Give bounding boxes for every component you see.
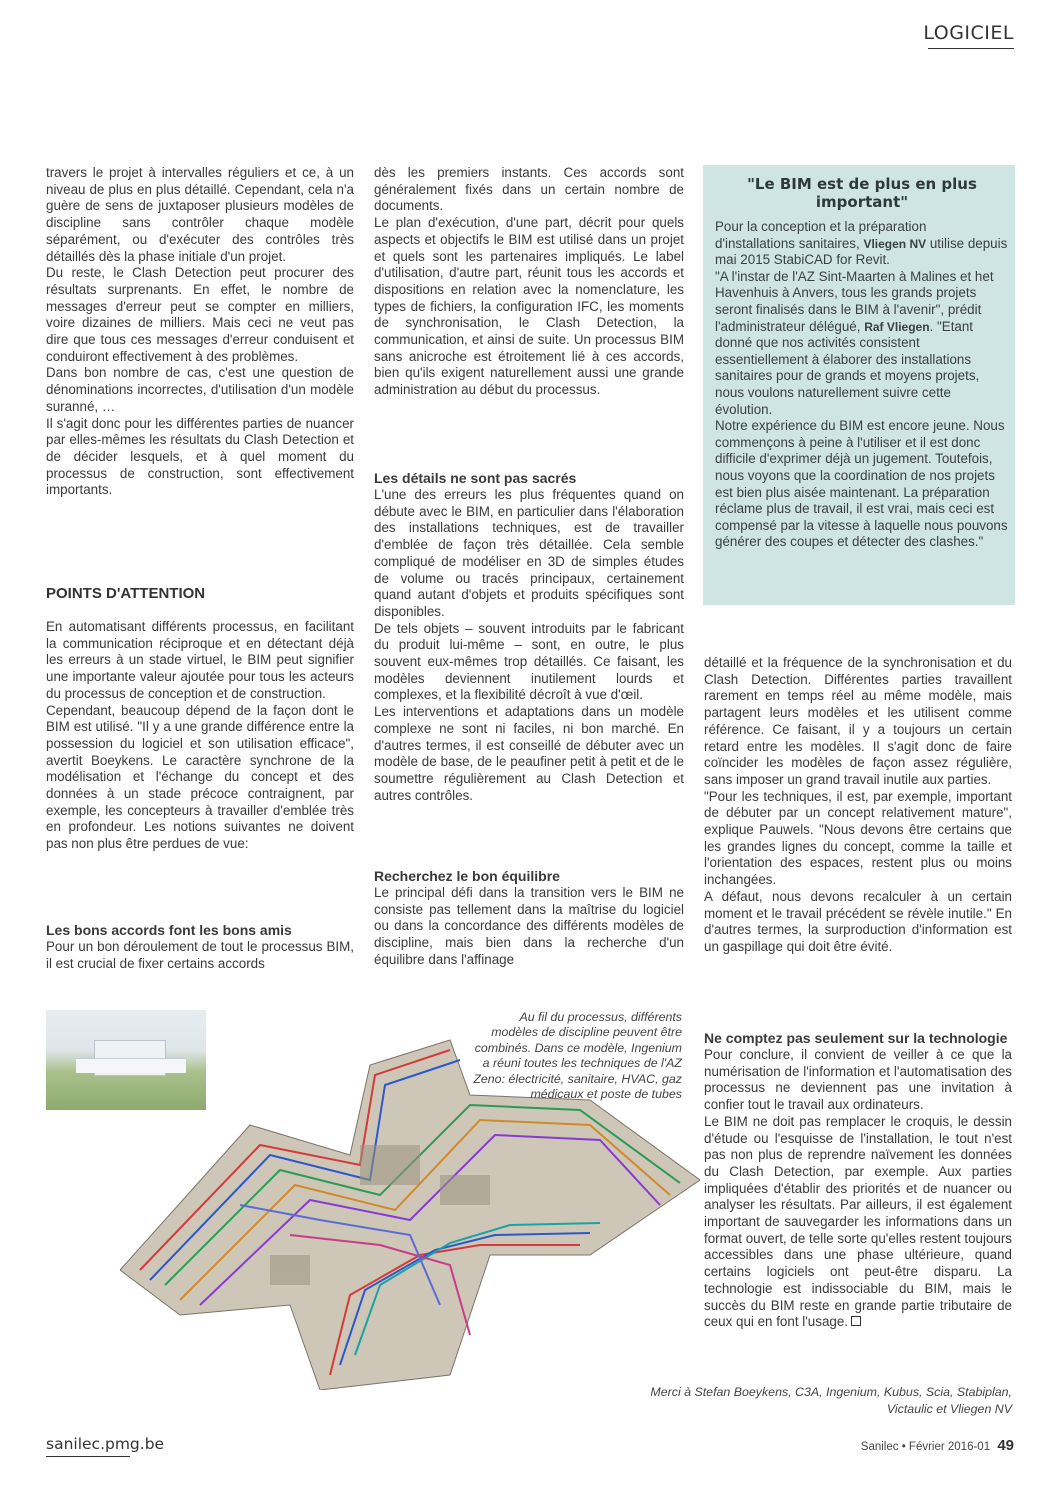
column-3-top	[704, 655, 1012, 956]
company-name: Vliegen NV	[863, 236, 927, 251]
paragraph: travers le projet à intervalles réguliers et ce, à un niveau de plus en plus détaillé. Cependant, cela n'a guère de sens de juxtaposer plusieurs modèles de discipline sans contrôler chaque modèle séparément, ou d'exécuter des contrôles très détaillés dès la phase initiale d'un projet.	[46, 165, 354, 264]
column-1-middle	[46, 585, 354, 853]
heading-technologie: Ne comptez pas seulement sur la technologie	[704, 1030, 1008, 1046]
heading-equilibre: Recherchez le bon équilibre	[374, 868, 560, 884]
sidebar-paragraph: "A l'instar de l'AZ Sint-Maarten à Malines et het Havenhuis à Anvers, tous les grands projets seront finalisés dans le BIM à l'avenir", prédit l'administrateur délégué, Raf Vliegen. "Etant donné que nos activités consistent essentiellement à élaborer des installations sanitaires pour de grands et moyens projets, nous voulons naturellement suivre cette évolution.	[715, 268, 994, 417]
issue-label: Sanilec • Février 2016-01	[860, 1441, 991, 1453]
paragraph: Dans bon nombre de cas, c'est une question de dénominations incorrectes, d'utilisation d'un modèle suranné, …	[46, 365, 354, 414]
figure-caption: Au fil du processus, différents modèles de discipline peuvent être combinés. Dans ce modèle, Ingenium a réuni toutes les techniques de l'AZ Zeno: électricité, sanitaire, HVAC, gaz médicaux et poste de tubes	[473, 1010, 682, 1102]
page-number: 49	[997, 1437, 1014, 1454]
paragraph: Il s'agit donc pour les différentes parties de nuancer par elles-mêmes les résultats du Clash Detection et de décider lesquels, et à quel moment du processus de construction, sont effectivement importants.	[46, 415, 354, 498]
paragraph: Le BIM ne doit pas remplacer le croquis, le dessin d'étude ou l'esquisse de l'installation, le tout n'est pas non plus de reprendre naïvement les données du Clash Detection, par exemple. Aux parties impliquées d'établir des priorités et de nuancer ou analyser les résultats. Par ailleurs, il est également important de sauvegarder les informations dans un format ouvert, de telle sorte qu'elles restent toujours accessibles dans une phase ultérieure, quand certains logiciels ont peut-être disparu. La technologie est indissociable du BIM, mais le succès du BIM reste en grande partie tributaire de ceux qui en font l'usage.	[704, 1113, 1012, 1330]
footer-issue	[861, 1437, 1014, 1454]
sidebar-title: "Le BIM est de plus en plus important"	[747, 175, 977, 211]
column-1-bottom	[46, 922, 354, 972]
column-1-top	[46, 165, 354, 499]
end-mark-icon	[851, 1316, 861, 1326]
section-underline	[928, 48, 1014, 49]
paragraph: Cependant, beaucoup dépend de la façon dont le BIM est utilisé. "Il y a une grande différence entre la possession du logiciel et son utilisation efficace", avertit Boeykens. Le caractère synchrone de la modélisation et l'échange du concept et des données à un stade précoce contraignent, par exemple, les concepteurs à travailler d'emblée très en profondeur. Les notions suivantes ne doivent pas non plus être perdues de vue:	[46, 702, 354, 852]
paragraph: De tels objets – souvent introduits par le fabricant du produit lui-même – sont, en outre, le plus souvent eux-mêmes trop détaillés. Ce faisant, les modèles deviennent inutilement lourds et complexes, et la flexibilité décroît à vue d'œil.	[374, 620, 684, 703]
paragraph: Du reste, le Clash Detection peut procurer des résultats surprenants. En effet, le nombre de messages d'erreur peut se compter en milliers, voire dizaines de milliers. Mais ceci ne veut pas dire que tous ces messages d'erreur conduisent et conduiront effectivement à des problèmes.	[46, 265, 354, 364]
paragraph: détaillé et la fréquence de la synchronisation et du Clash Detection. Différentes parties travaillent rarement en temps réel au même modèle, mais partagent leurs modèles et les utilisent comme référence. Ce faisant, il y a toujours un certain retard entre les modèles. Il s'agit donc de faire coïncider les modèles de façon assez régulière, sans imposer un grand travail inutile aux parties.	[704, 655, 1012, 787]
column-2-bottom	[374, 868, 684, 969]
heading-details: Les détails ne sont pas sacrés	[374, 470, 577, 486]
paragraph: L'une des erreurs les plus fréquentes quand on débute avec le BIM, en particulier dans l'élaboration des installations techniques, est de travailler d'emblée de façon très détaillée. Cela semble compliqué de modéliser en 3D de simples études de volume ou tracés principaux, certainement quand autant d'objets et produits spécifiques sont disponibles.	[374, 487, 684, 619]
footer-url[interactable]: sanilec.pmg.be	[46, 1435, 165, 1453]
paragraph: Pour un bon déroulement de tout le processus BIM, il est crucial de fixer certains accords	[46, 939, 354, 971]
sidebar-paragraph: Pour la conception et la préparation d'installations sanitaires, Vliegen NV utilise depuis mai 2015 StabiCAD for Revit.	[715, 219, 1008, 268]
paragraph: A défaut, nous devons recalculer à un certain moment et le travail précédent se révèle inutile." En d'autres termes, la surproduction d'information est un gaspillage qui doit être évité.	[704, 888, 1012, 954]
column-2-middle	[374, 470, 684, 804]
paragraph: Les interventions et adaptations dans un modèle complexe ne sont ni faciles, ni bon marché. En d'autres termes, il est conseillé de débuter avec un modèle de base, de le peaufiner petit à petit et de le soumettre régulièrement au Clash Detection et autres contrôles.	[374, 704, 684, 803]
heading-bons-accords: Les bons accords font les bons amis	[46, 922, 292, 938]
section-label: LOGICIEL	[923, 22, 1014, 44]
paragraph: dès les premiers instants. Ces accords sont généralement fixés dans un certain nombre de documents.	[374, 165, 684, 214]
credits: Merci à Stefan Boeykens, C3A, Ingenium, Kubus, Scia, Stabiplan, Victaulic et Vliegen NV	[650, 1385, 1012, 1416]
paragraph: En automatisant différents processus, en facilitant la communication réciproque et en détectant déjà les erreurs à un stade virtuel, le BIM peut signifier une importante valeur ajoutée pour tous les acteurs du processus de conception et de construction.	[46, 619, 354, 701]
footer-underline	[46, 1456, 130, 1457]
heading-points-attention: POINTS D'ATTENTION	[46, 585, 206, 602]
quote-sidebar	[703, 165, 1015, 605]
paragraph: "Pour les techniques, il est, par exemple, important de débuter par un concept relativement mature", explique Pauwels. "Nous devons être certains que les grandes lignes du concept, comme la taille et l'orientation des espaces, restent plus ou moins inchangées.	[704, 788, 1012, 888]
paragraph: Pour conclure, il convient de veiller à ce que la numérisation de l'information et l'automatisation des processus ne deviennent pas une invitation à confier tout le travail aux ordinateurs.	[704, 1047, 1012, 1113]
column-2-top	[374, 165, 684, 399]
paragraph: Le plan d'exécution, d'une part, décrit pour quels aspects et objectifs le BIM est utilisé dans un projet et quels sont les partenaires impliqués. Le label d'utilisation, d'autre part, réunit tous les accords et dispositions en relation avec la nomenclature, les types de fichiers, la configuration IFC, les moments de synchronisation, le Clash Detection, la communication, et ainsi de suite. Un processus BIM sans anicroche est étroitement lié à ces accords, bien qu'ils exigent naturellement aussi une grande administration au début du processus.	[374, 215, 684, 398]
column-3-bottom	[704, 1030, 1012, 1331]
sidebar-paragraph: Notre expérience du BIM est encore jeune. Nous commençons à peine à l'utiliser et il est donc difficile d'exprimer déjà un jugement. Toutefois, nous voyons que la coordination de nos projets est bien plus aisée maintenant. La préparation réclame plus de travail, il est vrai, mais ceci est compensé par la vitesse à laquelle nous pouvons générer des coupes et détecter des clashes."	[715, 418, 1008, 550]
paragraph: Le principal défi dans la transition vers le BIM ne consiste pas tellement dans la maîtrise du logiciel ou dans la concordance des différents modèles de discipline, mais bien dans la recherche d'un équilibre dans l'affinage	[374, 885, 684, 967]
person-name: Raf Vliegen	[864, 319, 930, 334]
